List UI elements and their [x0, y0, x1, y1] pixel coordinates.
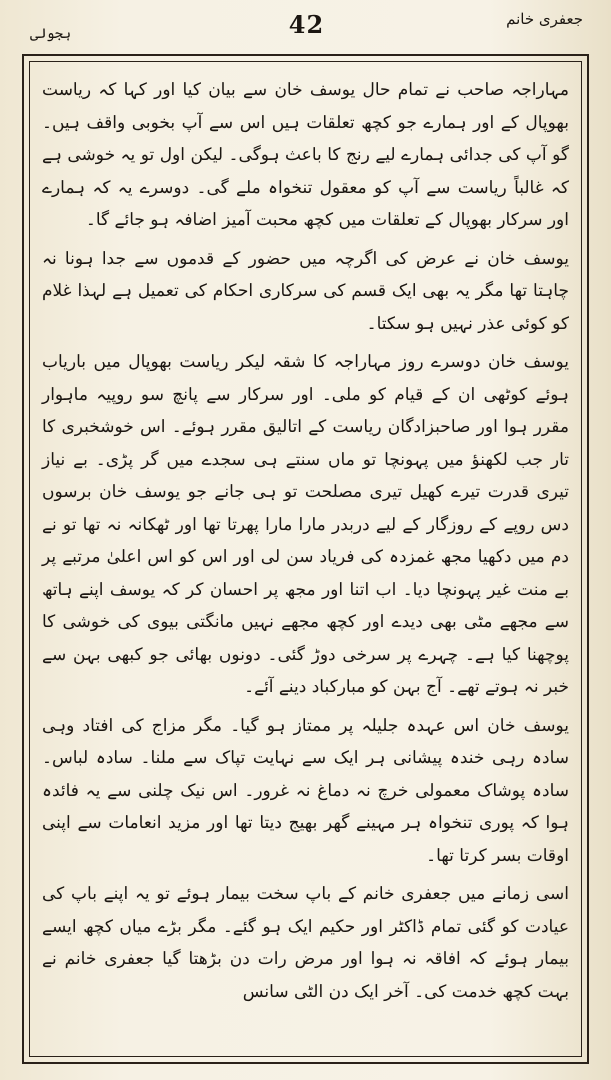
page-border	[22, 54, 589, 1064]
body-text	[42, 74, 569, 1048]
paragraph: مہاراجہ صاحب نے تمام حال یوسف خان سے بیان کیا اور کہا کہ ریاست بھوپال کے اور ہمارے جو کچھ تعلقات ہیں اس سے آپ بخوبی واقف ہیں۔ گو آپ کی جدائی ہمارے لیے رنج کا باعث ہوگی۔ لیکن اول تو یہ خوشی ہے کہ غالباً ریاست سے آپ کو معقول تنخواہ ملے گی۔ دوسرے یہ کہ ہمارے اور سرکار بھوپال کے تعلقات میں کچھ محبت آمیز اضافہ ہو جائے گا۔	[42, 80, 569, 230]
page-number: 42	[288, 10, 325, 39]
paragraph: یوسف خان اس عہدہ جلیلہ پر ممتاز ہو گیا۔ مگر مزاج کی افتاد وہی سادہ رہی خندہ پیشانی ہر ایک سے نہایت تپاک سے ملنا۔ سادہ لباس۔ سادہ پوشاک معمولی خرچ نہ دماغ نہ غرور۔ اس نیک چلنی سے یہ فائدہ ہوا کہ پوری تنخواہ ہر مہینے گھر بھیج دیتا تھا اور مزید انعامات سے اپنی اوقات بسر کرتا تھا۔	[42, 715, 569, 866]
paragraph: اسی زمانے میں جعفری خانم کے باپ سخت بیمار ہوئے تو یہ اپنے باپ کی عیادت کو گئی تمام ڈاکٹر اور حکیم ایک ہو گئے۔ مگر بڑے میاں کچھ ایسے بیمار ہوئے کہ افاقہ نہ ہوا اور مرض رات دن بڑھتا گیا جعفری خانم نے بہت کچھ خدمت کی۔ آخر ایک دن الٹی سانس	[42, 884, 569, 1002]
running-header	[30, 8, 583, 48]
inner-border	[29, 61, 582, 1057]
book-title: جعفری خانم	[506, 10, 583, 28]
paragraph: یوسف خان دوسرے روز مہاراجہ کا شقہ لیکر ریاست بھوپال میں باریاب ہوئے کوٹھی ان کے قیام کو ملی۔ اور سرکار سے پانچ سو روپیہ ماہوار مقرر ہوا اور صاحبزادگان ریاست کے اتالیق مقرر ہوئے۔ اس خوشخبری کا تار جب لکھنؤ میں پہونچا تو ماں سنتے ہی سجدے میں گر پڑی۔ بے نیاز تیری قدرت تیرے کھیل تیری مصلحت تو ہی جانے جو یوسف خان برسوں دس روپے کے روزگار کے لیے دربدر مارا مارا پھرتا تھا اور ٹھکانہ نہ تھا تو نے دم میں دکھیا مجھ غمزدہ کی فریاد سن لی اور اس کو اس اعلیٰ مرتبے پر بے منت غیر پہونچا دیا۔ اب اتنا اور مجھ پر احسان کر کہ یوسف اپنے ہاتھ سے مجھے مٹی بھی دیدے اور کچھ مجھے نہیں مانگتی بیوی کی خوشی کا پوچھنا کیا ہے۔ چہرے پر سرخی دوڑ گئی۔ دونوں بھائی جو کبھی بہن سے خبر نہ ہوتے تھے۔ آج بہن کو مبارکباد دینے آئے۔	[42, 352, 569, 697]
chapter-note: ہجولی	[30, 26, 72, 42]
paragraph: یوسف خان نے عرض کی اگرچہ میں حضور کے قدموں سے جدا ہونا نہ چاہتا تھا مگر یہ بھی ایک قسم کی سرکاری احکام کی تعمیل ہے لہذا غلام کو کوئی عذر نہیں ہو سکتا۔	[42, 248, 570, 334]
